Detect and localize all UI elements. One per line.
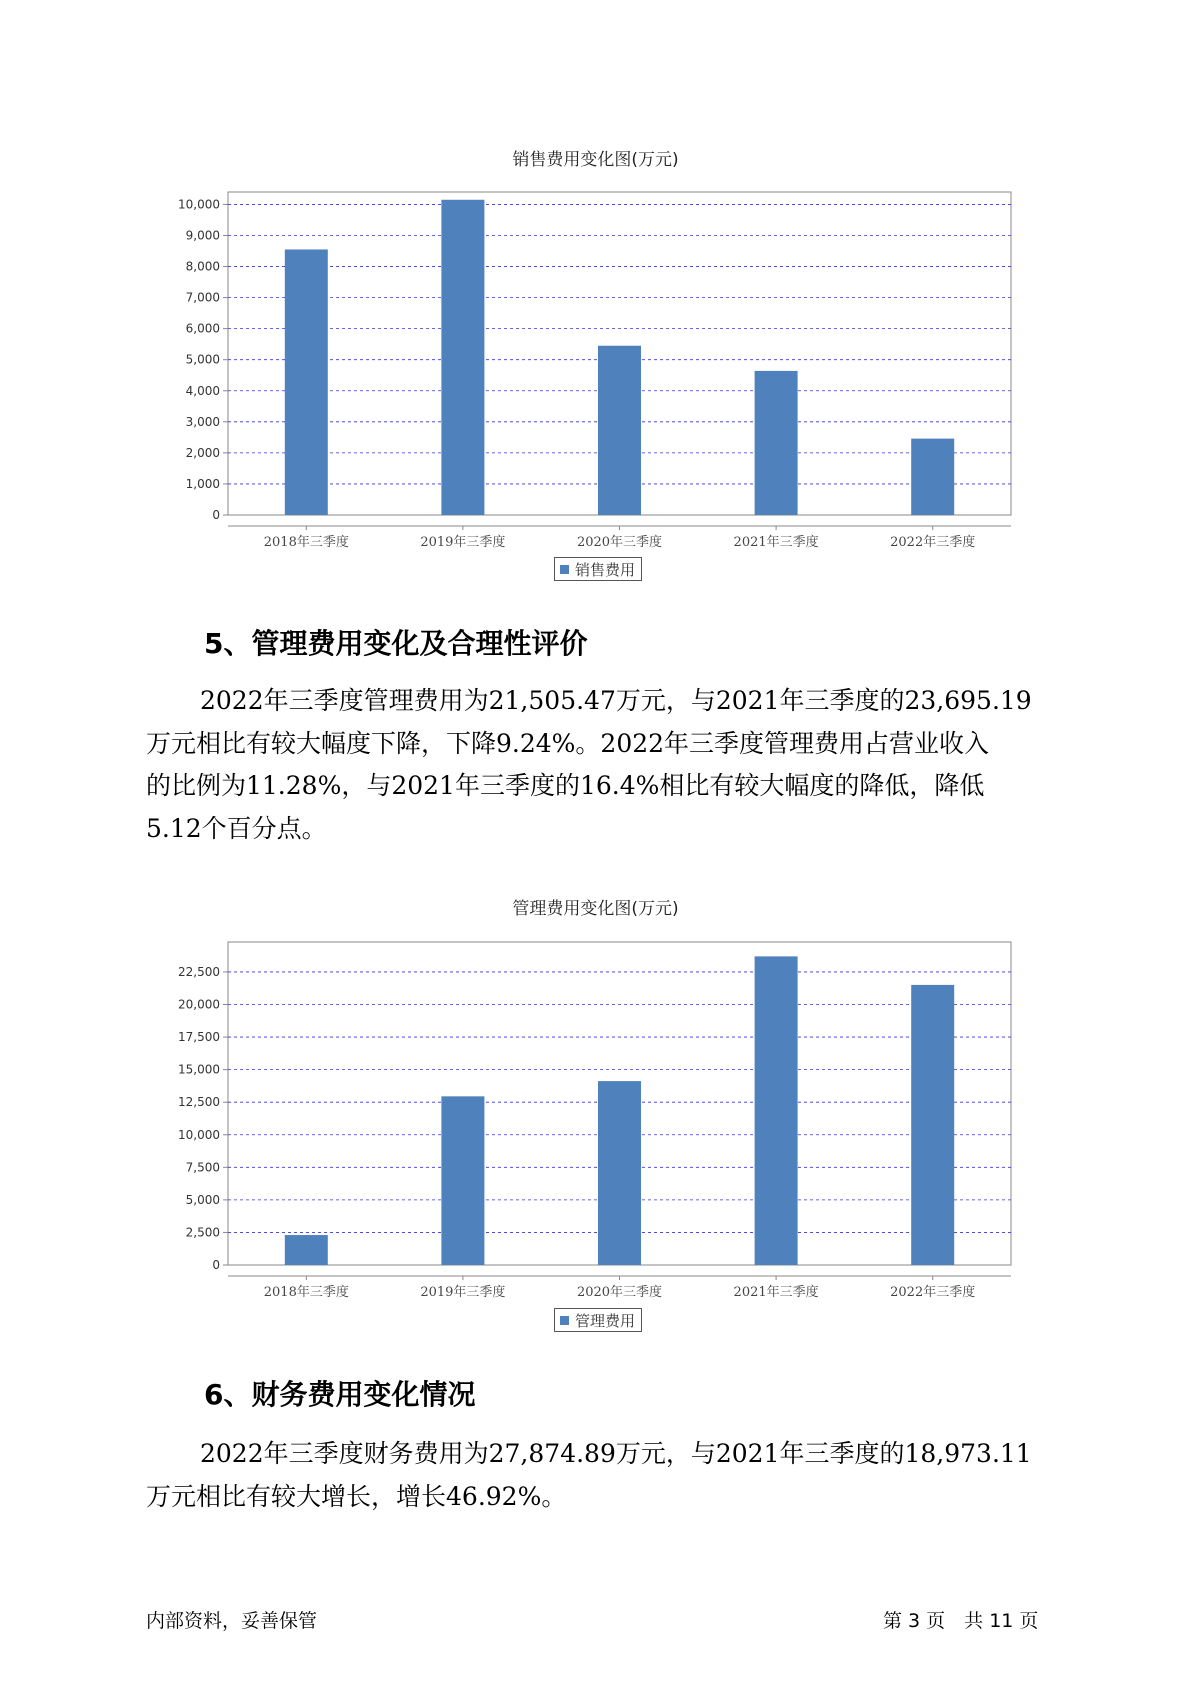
y-tick-label: 7,000 bbox=[185, 290, 220, 305]
y-tick-label: 9,000 bbox=[185, 228, 220, 243]
y-tick-label: 7,500 bbox=[185, 1160, 220, 1175]
bar bbox=[598, 1081, 641, 1265]
x-tick-label: 2019年三季度 bbox=[420, 535, 506, 550]
y-tick-label: 10,000 bbox=[178, 1127, 220, 1142]
y-tick-label: 0 bbox=[212, 508, 220, 522]
section-heading: 5、管理费用变化及合理性评价 bbox=[204, 627, 588, 660]
x-tick-label: 2020年三季度 bbox=[576, 1285, 663, 1300]
x-tick-label: 2018年三季度 bbox=[263, 535, 349, 550]
x-tick-label: 2018年三季度 bbox=[263, 1285, 349, 1300]
chart-legend bbox=[554, 1308, 642, 1332]
sales-expense-bar-chart bbox=[0, 180, 1191, 560]
y-tick-label: 2,000 bbox=[185, 445, 220, 460]
paragraph-line: 5.12个百分点。 bbox=[146, 813, 327, 843]
y-tick-label: 20,000 bbox=[178, 997, 220, 1012]
bar bbox=[285, 1235, 328, 1265]
paragraph-line: 万元相比有较大增长，增长46.92%。 bbox=[146, 1481, 567, 1511]
paragraph-line: 的比例为11.28%，与2021年三季度的16.4%相比有较大幅度的降低，降低 bbox=[146, 771, 985, 800]
y-tick-label: 6,000 bbox=[185, 321, 220, 336]
y-tick-label: 5,000 bbox=[185, 1192, 220, 1207]
bar bbox=[755, 956, 798, 1265]
paragraph-line: 2022年三季度财务费用为27,874.89万元，与2021年三季度的18,973.11 bbox=[200, 1439, 1032, 1468]
y-tick-label: 3,000 bbox=[185, 414, 220, 429]
x-tick-label: 2020年三季度 bbox=[576, 535, 663, 550]
legend-label: 销售费用 bbox=[575, 560, 636, 579]
y-tick-label: 15,000 bbox=[178, 1062, 220, 1077]
y-tick-label: 8,000 bbox=[185, 259, 220, 274]
bar bbox=[285, 249, 328, 515]
x-tick-label: 2019年三季度 bbox=[420, 1285, 506, 1300]
bar bbox=[441, 200, 484, 515]
x-tick-label: 2022年三季度 bbox=[890, 535, 976, 550]
paragraph bbox=[146, 680, 1076, 850]
paragraph-line: 万元相比有较大幅度下降，下降9.24%。2022年三季度管理费用占营业收入 bbox=[146, 728, 990, 758]
y-tick-label: 2,500 bbox=[185, 1225, 220, 1240]
chart-title: 销售费用变化图(万元) bbox=[512, 150, 679, 170]
bar bbox=[755, 371, 798, 515]
y-tick-label: 0 bbox=[212, 1258, 220, 1272]
chart-title: 管理费用变化图(万元) bbox=[512, 899, 679, 919]
footer-note: 内部资料，妥善保管 bbox=[146, 1610, 318, 1632]
x-tick-label: 2022年三季度 bbox=[890, 1285, 976, 1300]
bar bbox=[598, 346, 641, 515]
bar bbox=[911, 985, 954, 1265]
admin-expense-bar-chart bbox=[0, 930, 1191, 1310]
legend-swatch bbox=[560, 565, 569, 574]
y-tick-label: 22,500 bbox=[178, 964, 220, 979]
x-tick-label: 2021年三季度 bbox=[733, 535, 819, 550]
y-tick-label: 4,000 bbox=[185, 383, 220, 398]
x-tick-label: 2021年三季度 bbox=[733, 1285, 819, 1300]
paragraph-line: 2022年三季度管理费用为21,505.47万元，与2021年三季度的23,695.19 bbox=[200, 686, 1032, 715]
y-tick-label: 12,500 bbox=[178, 1095, 220, 1110]
y-tick-label: 5,000 bbox=[185, 352, 220, 367]
page-number: 第 3 页 共 11 页 bbox=[883, 1610, 1039, 1632]
bar bbox=[441, 1096, 484, 1265]
legend-label: 管理费用 bbox=[575, 1311, 636, 1330]
bar bbox=[911, 439, 954, 515]
y-tick-label: 10,000 bbox=[178, 197, 220, 212]
chart-legend bbox=[554, 557, 642, 581]
legend-swatch bbox=[560, 1316, 569, 1325]
section-heading: 6、财务费用变化情况 bbox=[204, 1378, 476, 1411]
y-tick-label: 17,500 bbox=[178, 1030, 220, 1045]
y-tick-label: 1,000 bbox=[185, 476, 220, 491]
paragraph bbox=[146, 1433, 1076, 1518]
